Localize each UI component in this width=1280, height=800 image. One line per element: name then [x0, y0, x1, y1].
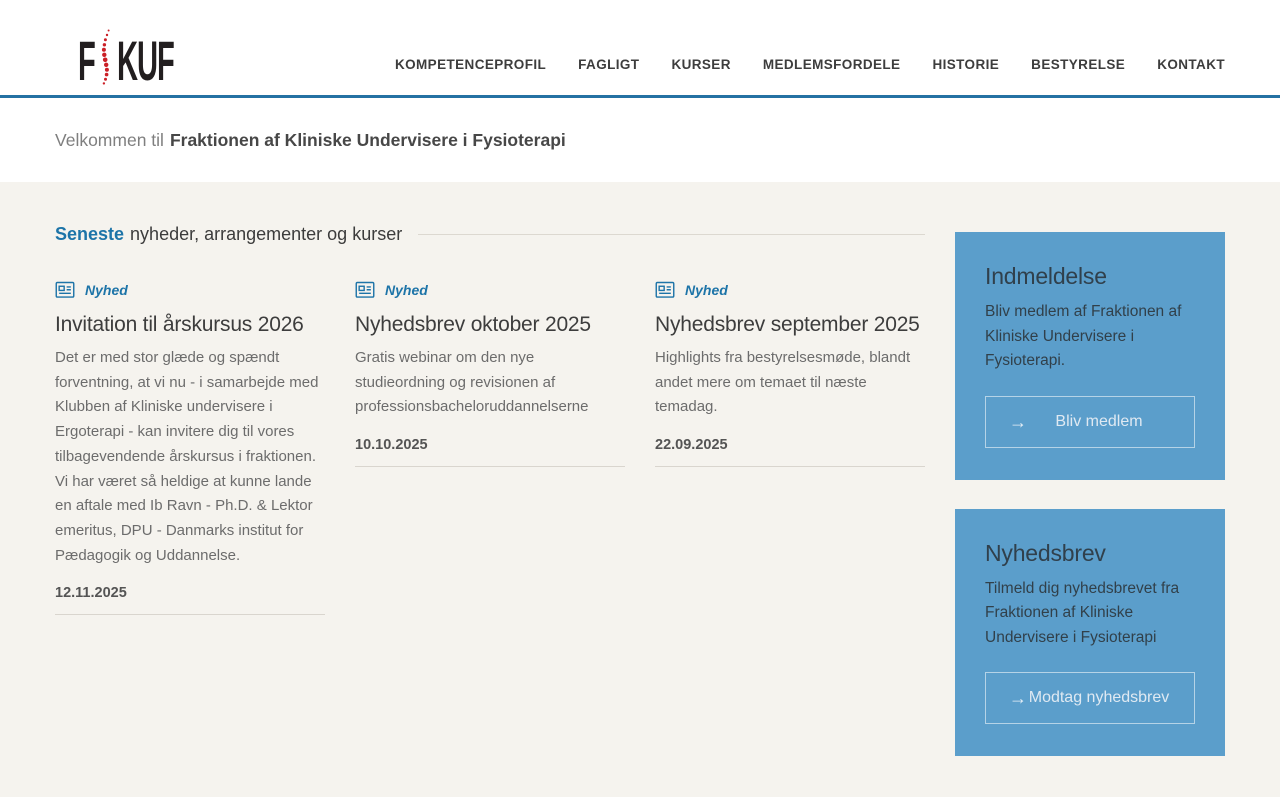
nav-kontakt[interactable]: KONTAKT [1157, 57, 1225, 72]
indmeldelse-title: Indmeldelse [985, 263, 1107, 289]
news-tag: Nyhed [85, 282, 128, 298]
main-content [0, 182, 1280, 797]
logo-f-text: F [78, 29, 95, 92]
nyhedsbrev-body: Tilmeld dig nyhedsbrevet fra Fraktionen af Kliniske Undervisere i Fysioterapi [985, 579, 1180, 646]
nyhedsbrev-title: Nyhedsbrev [985, 539, 1106, 566]
newspaper-icon [55, 281, 75, 299]
news-cards [55, 281, 925, 615]
spine-dots-icon [96, 28, 116, 86]
newspaper-icon [655, 281, 675, 299]
arrow-right-icon: → [1009, 411, 1027, 432]
nav-fagligt[interactable]: FAGLIGT [578, 57, 640, 72]
welcome-bar [0, 98, 1280, 182]
news-title[interactable]: Nyhedsbrev september 2025 [655, 313, 920, 336]
sidebar [955, 232, 1225, 785]
news-date: 12.11.2025 [55, 585, 325, 615]
section-title-accent: Seneste [55, 223, 125, 244]
indmeldelse-box [955, 232, 1225, 480]
news-card-nyhedsbrev-september[interactable] [655, 281, 925, 615]
news-tag: Nyhed [685, 282, 728, 298]
newspaper-icon [355, 281, 375, 299]
main-nav [395, 57, 1225, 77]
news-body: Det er med stor glæde og spændt forventning, at vi nu - i samarbejde med Klubben af Kliniske undervisere i Ergoterapi - kan invitere dig til vores tilbagevendende årskursus i fraktionen. Vi har været så heldige at kunne lande en aftale med Ib Ravn - Ph.D. & Lektor emeritus, DPU - Danmarks institut for Pædagogik og Uddannelse. [55, 349, 319, 564]
nav-kompetenceprofil[interactable]: KOMPETENCEPROFIL [394, 57, 547, 72]
news-tag: Nyhed [385, 282, 428, 298]
news-card-nyhedsbrev-oktober[interactable] [355, 281, 625, 615]
bliv-medlem-label: Bliv medlem [1055, 412, 1143, 430]
news-body: Gratis webinar om den nye studieordning og revisionen af professionsbacheloruddannelserne [355, 349, 589, 416]
nav-kurser[interactable]: KURSER [671, 57, 731, 72]
logo-kuf-text: KUF [117, 29, 174, 92]
news-card-arskursus[interactable] [55, 281, 325, 615]
nav-medlemsfordele[interactable]: MEDLEMSFORDELE [762, 57, 901, 72]
arrow-right-icon: → [1009, 688, 1027, 708]
section-title-rest: nyheder, arrangementer og kurser [130, 223, 403, 244]
news-title[interactable]: Nyhedsbrev oktober 2025 [355, 313, 591, 336]
news-title[interactable]: Invitation til årskursus 2026 [55, 313, 304, 336]
header [0, 0, 1280, 98]
section-divider [418, 234, 925, 235]
indmeldelse-body: Bliv medlem af Fraktionen af Kliniske Undervisere i Fysioterapi. [985, 303, 1182, 369]
welcome-org-name: Fraktionen af Kliniske Undervisere i Fysioterapi [169, 129, 566, 150]
section-heading [55, 223, 925, 245]
bliv-medlem-button[interactable] [985, 396, 1195, 448]
welcome-prefix: Velkommen til [55, 129, 164, 150]
nav-historie[interactable]: HISTORIE [932, 57, 1000, 72]
modtag-nyhedsbrev-button[interactable] [985, 672, 1195, 724]
nav-bestyrelse[interactable]: BESTYRELSE [1031, 57, 1126, 72]
modtag-nyhedsbrev-label: Modtag nyhedsbrev [1028, 689, 1170, 706]
fkuf-logo[interactable] [78, 8, 181, 92]
news-date: 22.09.2025 [655, 437, 925, 467]
nyhedsbrev-box [955, 509, 1225, 757]
news-body: Highlights fra bestyrelsesmøde, blandt andet mere om temaet til næste temadag. [655, 349, 911, 416]
news-date: 10.10.2025 [355, 437, 625, 467]
